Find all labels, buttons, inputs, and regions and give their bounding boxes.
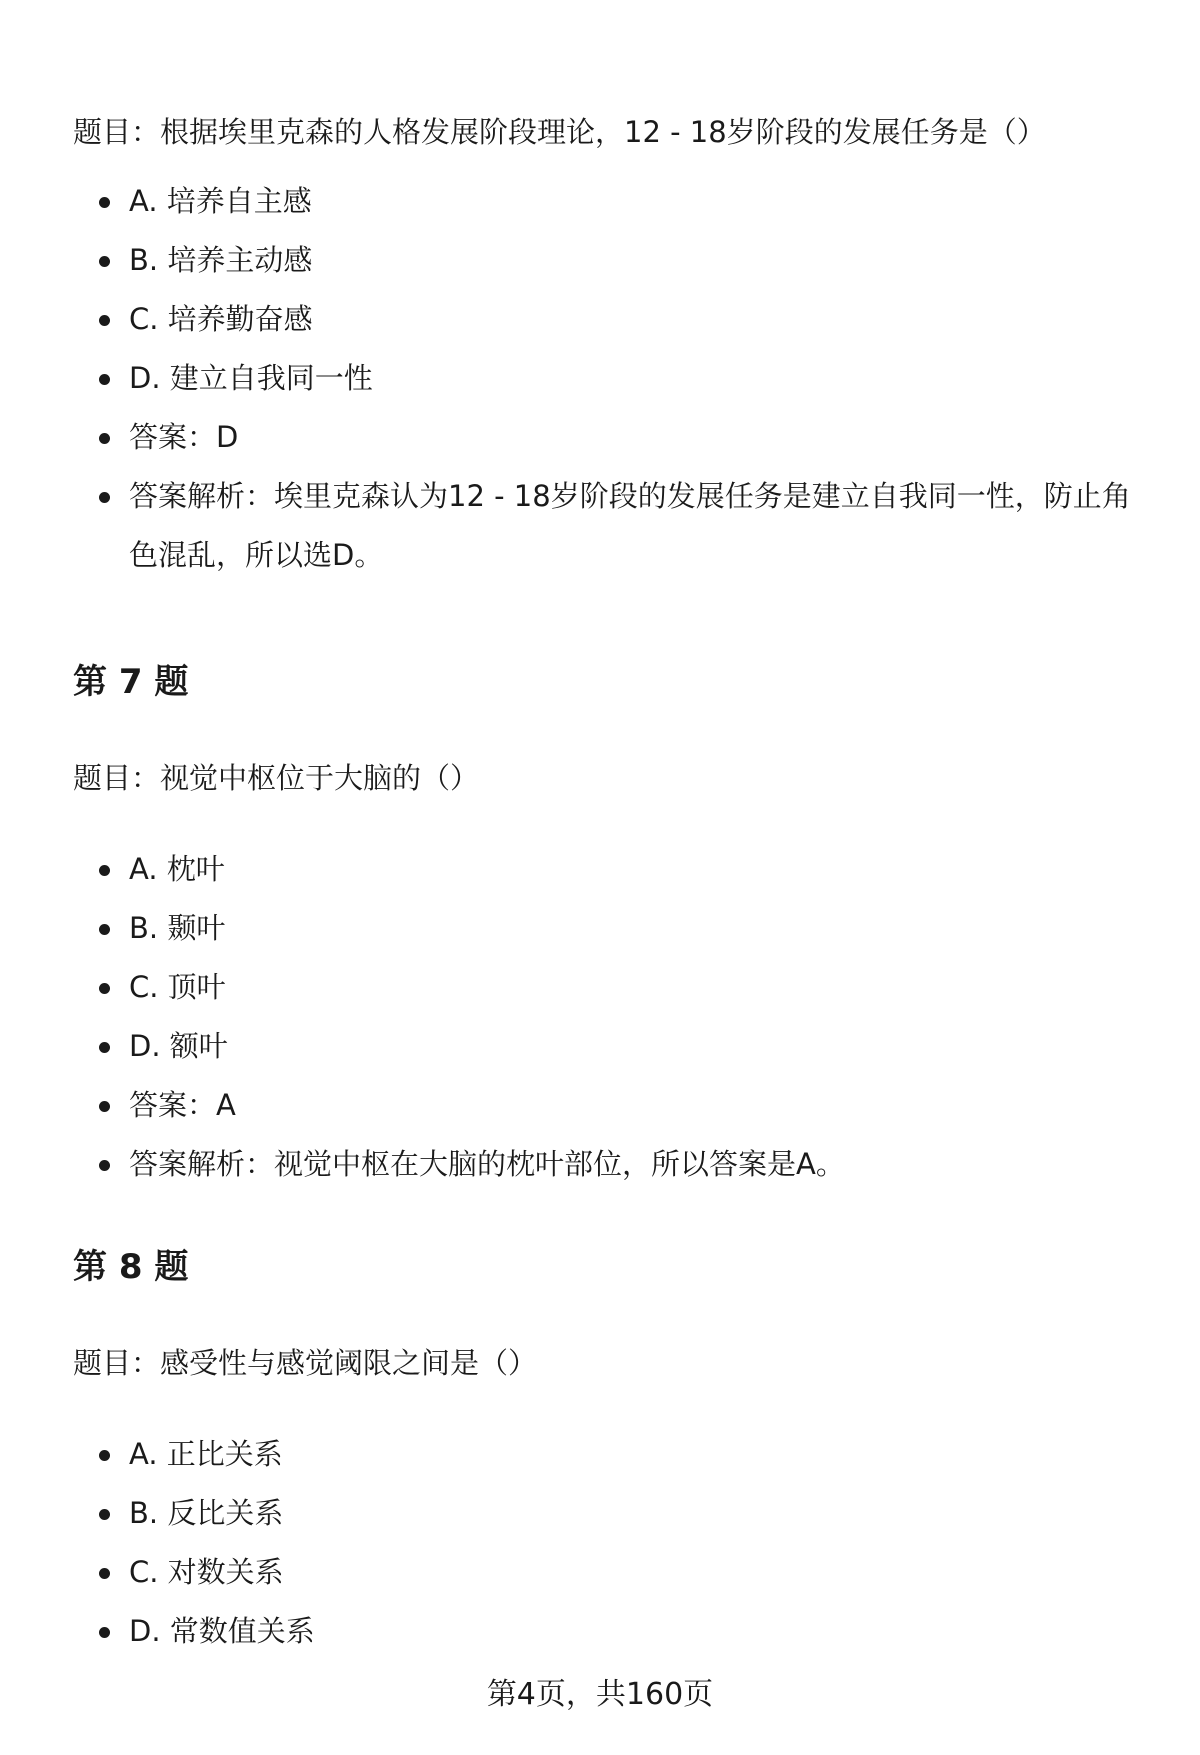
option-c: C. 对数关系 bbox=[73, 1543, 1153, 1602]
answer-analysis: 答案解析：埃里克森认为12 - 18岁阶段的发展任务是建立自我同一性，防止角色混乱，所以选D。 bbox=[73, 467, 1153, 585]
question-6-prompt: 题目：根据埃里克森的人格发展阶段理论，12 - 18岁阶段的发展任务是（） bbox=[73, 115, 1046, 149]
option-a: A. 培养自主感 bbox=[73, 172, 1153, 231]
option-d: D. 建立自我同一性 bbox=[73, 349, 1153, 408]
question-7-prompt: 题目：视觉中枢位于大脑的（） bbox=[73, 761, 480, 795]
page-number-footer: 第4页，共160页 bbox=[486, 1677, 714, 1712]
option-b: B. 颞叶 bbox=[73, 899, 1153, 958]
question-8-prompt: 题目：感受性与感觉阈限之间是（） bbox=[73, 1346, 538, 1380]
option-b: B. 培养主动感 bbox=[73, 231, 1153, 290]
question-6-options bbox=[73, 172, 1153, 585]
question-7-title: 第 7 题 bbox=[73, 662, 189, 702]
option-a: A. 正比关系 bbox=[73, 1425, 1153, 1484]
question-8-options bbox=[73, 1425, 1153, 1661]
answer-analysis: 答案解析：视觉中枢在大脑的枕叶部位，所以答案是A。 bbox=[73, 1135, 1153, 1194]
option-b: B. 反比关系 bbox=[73, 1484, 1153, 1543]
question-6 bbox=[73, 112, 1153, 152]
question-8-title: 第 8 题 bbox=[73, 1247, 189, 1287]
option-c: C. 顶叶 bbox=[73, 958, 1153, 1017]
option-c: C. 培养勤奋感 bbox=[73, 290, 1153, 349]
answer: 答案：D bbox=[73, 408, 1153, 467]
option-d: D. 额叶 bbox=[73, 1017, 1153, 1076]
answer: 答案：A bbox=[73, 1076, 1153, 1135]
option-a: A. 枕叶 bbox=[73, 840, 1153, 899]
option-d: D. 常数值关系 bbox=[73, 1602, 1153, 1661]
question-7-options bbox=[73, 840, 1153, 1194]
